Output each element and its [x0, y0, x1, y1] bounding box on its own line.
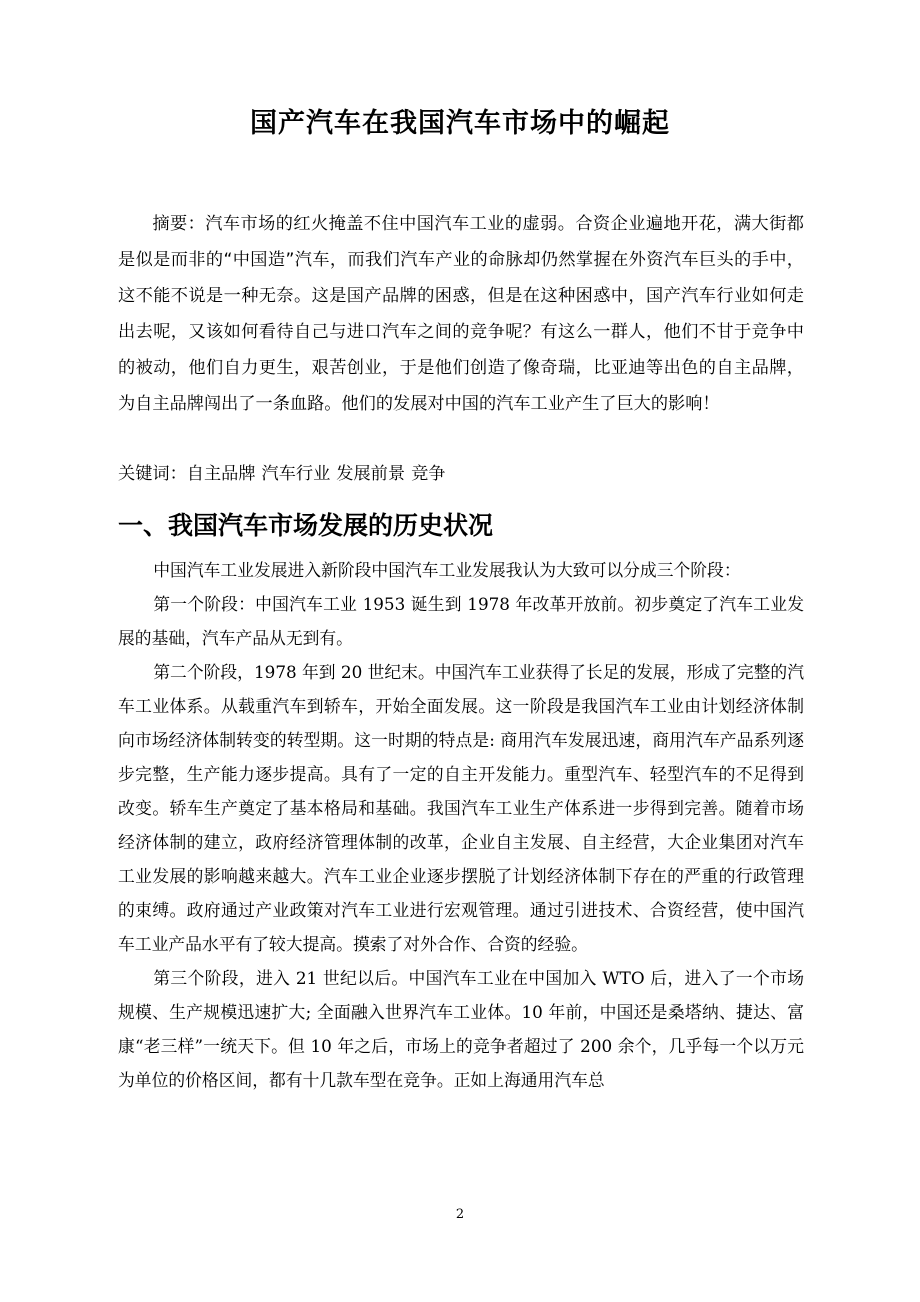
keyword-item: 自主品牌: [186, 464, 256, 484]
keyword-item: 汽车行业: [261, 464, 331, 484]
page-number: 2: [455, 1207, 465, 1222]
document-title: 国产汽车在我国汽车市场中的崛起: [250, 108, 670, 139]
keyword-item: 发展前景: [336, 464, 406, 484]
keywords-label: 关键词：: [118, 464, 187, 484]
body-paragraph: 中国汽车工业发展进入新阶段中国汽车工业发展我认为大致可以分成三个阶段：: [153, 560, 741, 580]
body-paragraph: 第一个阶段：中国汽车工业 1953 诞生到 1978 年改革开放前。初步奠定了汽车工业发展的基础，汽车产品从无到有。: [118, 594, 804, 648]
keywords-line: [118, 458, 804, 490]
abstract-section: [118, 206, 804, 422]
abstract-paragraph: 摘要：汽车市场的红火掩盖不住中国汽车工业的虚弱。合资企业遍地开花，满大街都是似是而非的“中国造”汽车，而我们汽车产业的命脉却仍然掌握在外资汽车巨头的手中，这不能不说是一种无奈。这是国产品牌的困惑，但是在这种困惑中，国产汽车行业如何走出去呢，又该如何看待自己与进口汽车之间的竞争呢？有这么一群人，他们不甘于竞争中的被动，他们自力更生，艰苦创业，于是他们创造了像奇瑞，比亚迪等出色的自主品牌，为自主品牌闯出了一条血路。他们的发展对中国的汽车工业产生了巨大的影响！: [118, 214, 804, 414]
body-text: [118, 553, 804, 1097]
keyword-item: 竞争: [411, 464, 446, 484]
body-paragraph: 第二个阶段，1978 年到 20 世纪末。中国汽车工业获得了长足的发展，形成了完整的汽车工业体系。从载重汽车到轿车，开始全面发展。这一阶段是我国汽车工业由计划经济体制向市场经济体制转变的转型期。这一时期的特点是: 商用汽车发展迅速，商用汽车产品系列逐步完整，生产能力逐步提高。具有了一定的自主开发能力。重型汽车、轻型汽车的不足得到改变。轿车生产奠定了基本格局和基础。我国汽车工业生产体系进一步得到完善。随着市场经济体制的建立，政府经济管理体制的改革，企业自主发展、自主经营，大企业集团对汽车工业发展的影响越来越大。汽车工业企业逐步摆脱了计划经济体制下存在的严重的行政管理的束缚。政府通过产业政策对汽车工业进行宏观管理。通过引进技术、合资经营，使中国汽车工业产品水平有了较大提高。摸索了对外合作、合资的经验。: [118, 662, 804, 954]
section-heading: 一、我国汽车市场发展的历史状况: [118, 511, 494, 540]
body-paragraph: 第三个阶段，进入 21 世纪以后。中国汽车工业在中国加入 WTO 后，进入了一个市场规模、生产规模迅速扩大; 全面融入世界汽车工业体。10 年前，中国还是桑塔纳、捷达、富康“老三样”一统天下。但 10 年之后，市场上的竞争者超过了 200 余个，几乎每一个以万元为单位的价格区间，都有十几款车型在竞争。正如上海通用汽车总: [118, 968, 804, 1090]
